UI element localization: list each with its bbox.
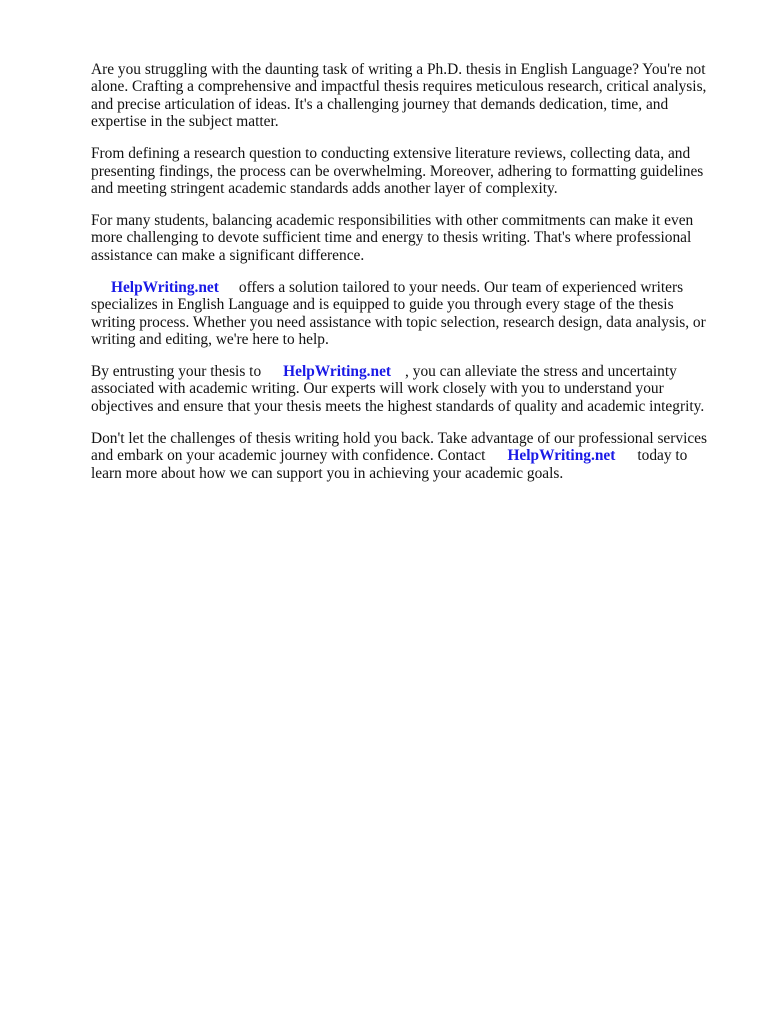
paragraph-solution-text: offers a solution tailored to your needs. Our team of experienced writers specializes in English Language and is equipped to guide you through every stage of the thesis writing process. Whether you need assistance with topic selection, research design, data analysis, or writing and editing, we're here to help.	[91, 278, 706, 349]
paragraph-process: From defining a research question to conducting extensive literature reviews, collecting data, and presenting findings, the process can be overwhelming. Moreover, adhering to formatting guidelines and meeting stringent academic standards adds another layer of complexity.	[91, 145, 704, 198]
helpwriting-link-2[interactable]: HelpWriting.net	[283, 363, 392, 381]
paragraph-balance: For many students, balancing academic responsibilities with other commitments can make it even more challenging to devote sufficient time and energy to thesis writing. That's where professional assistance can make a significant difference.	[91, 212, 694, 264]
paragraph-solution	[91, 279, 721, 349]
document-body	[91, 61, 721, 497]
paragraph-entrust-lead: By entrusting your thesis to	[91, 363, 262, 381]
paragraph-entrust-text: , you can alleviate the stress and uncertainty associated with academic writing. Our experts will work closely with you to understand your objectives and ensure that your thesis meets the highest standards of quality and academic integrity.	[91, 363, 705, 415]
paragraph-entrust	[91, 363, 721, 415]
helpwriting-link-3[interactable]: HelpWriting.net	[507, 447, 616, 465]
paragraph-contact-text: today to learn more about how we can support you in achieving your academic goals.	[91, 447, 688, 482]
helpwriting-link-1[interactable]: HelpWriting.net	[111, 278, 219, 296]
paragraph-contact	[91, 430, 721, 482]
paragraph-intro: Are you struggling with the daunting task of writing a Ph.D. thesis in English Language? You're not alone. Crafting a comprehensive and impactful thesis requires meticulous research, critical analysis, and precise articulation of ideas. It's a challenging journey that demands dedication, time, and expertise in the subject matter.	[91, 61, 707, 131]
paragraph-contact-lead: Don't let the challenges of thesis writing hold you back. Take advantage of our professional services and embark on your academic journey with confidence. Contact	[91, 429, 708, 465]
